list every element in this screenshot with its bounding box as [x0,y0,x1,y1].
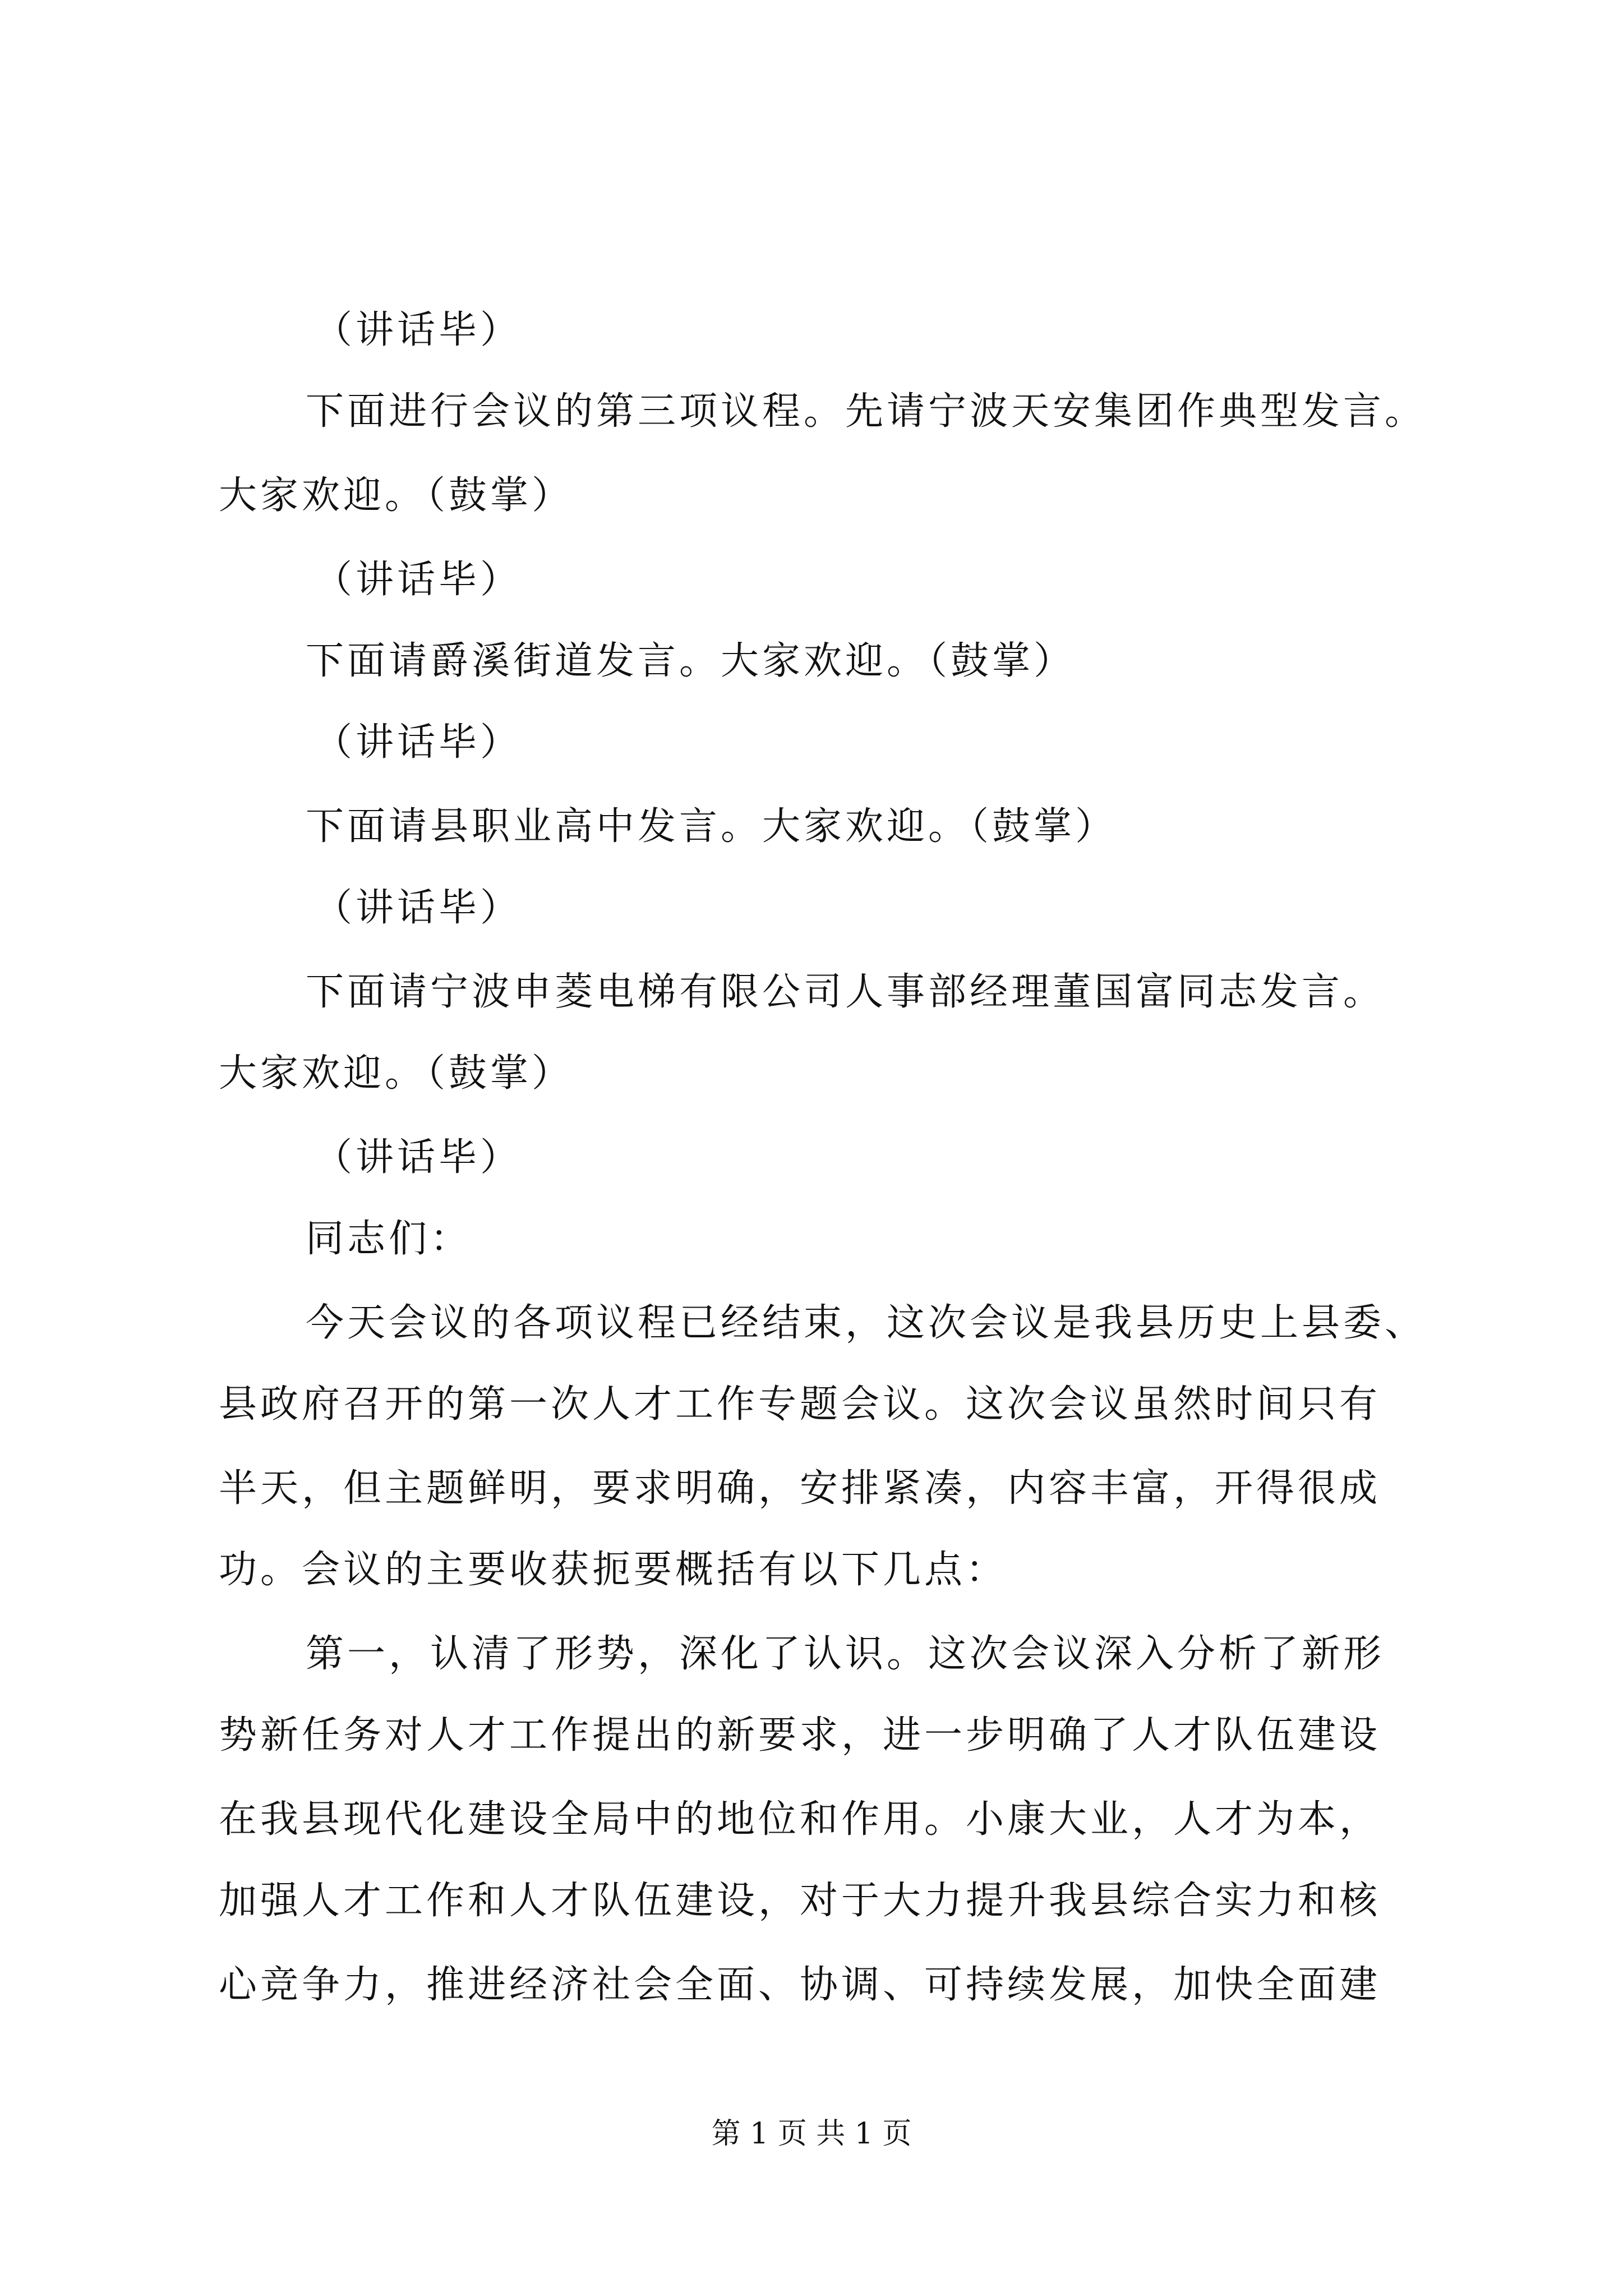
speech-line: （讲话毕） [314,308,522,352]
page-number-footer: 第 1 页 共 1 页 [711,2117,912,2151]
speech-line: 大家欢迎。（鼓掌） [219,1051,574,1096]
speech-line: 心竞争力，推进经济社会全面、协调、可持续发展，加快全面建 [219,1963,1381,2007]
speech-line: 势新任务对人才工作提出的新要求，进一步明确了人才队伍建设 [219,1713,1381,1757]
speech-line: （讲话毕） [314,1135,522,1180]
speech-line: 下面请爵溪街道发言。大家欢迎。（鼓掌） [306,639,1076,683]
speech-line: 大家欢迎。（鼓掌） [219,473,574,518]
speech-line: 下面进行会议的第三项议程。先请宁波天安集团作典型发言。 [306,389,1427,434]
speech-line: 县政府召开的第一次人才工作专题会议。这次会议虽然时间只有 [219,1382,1381,1427]
speech-line: （讲话毕） [314,558,522,602]
speech-line: 下面请县职业高中发言。大家欢迎。（鼓掌） [306,804,1117,849]
speech-line: 功。会议的主要收获扼要概括有以下几点： [219,1548,1008,1592]
speech-line: 半天，但主题鲜明，要求明确，安排紧凑，内容丰富，开得很成 [219,1466,1381,1511]
speech-line: 在我县现代化建设全局中的地位和作用。小康大业，人才为本， [219,1797,1381,1842]
speech-line: （讲话毕） [314,886,522,930]
speech-line: 今天会议的各项议程已经结束，这次会议是我县历史上县委、 [306,1301,1427,1345]
speech-line: 加强人才工作和人才队伍建设，对于大力提升我县综合实力和核 [219,1879,1381,1923]
speech-line: 同志们： [306,1217,472,1261]
speech-line: （讲话毕） [314,720,522,765]
speech-line: 下面请宁波申菱电梯有限公司人事部经理董国富同志发言。 [306,970,1385,1014]
speech-line: 第一，认清了形势，深化了认识。这次会议深入分析了新形 [306,1632,1385,1676]
